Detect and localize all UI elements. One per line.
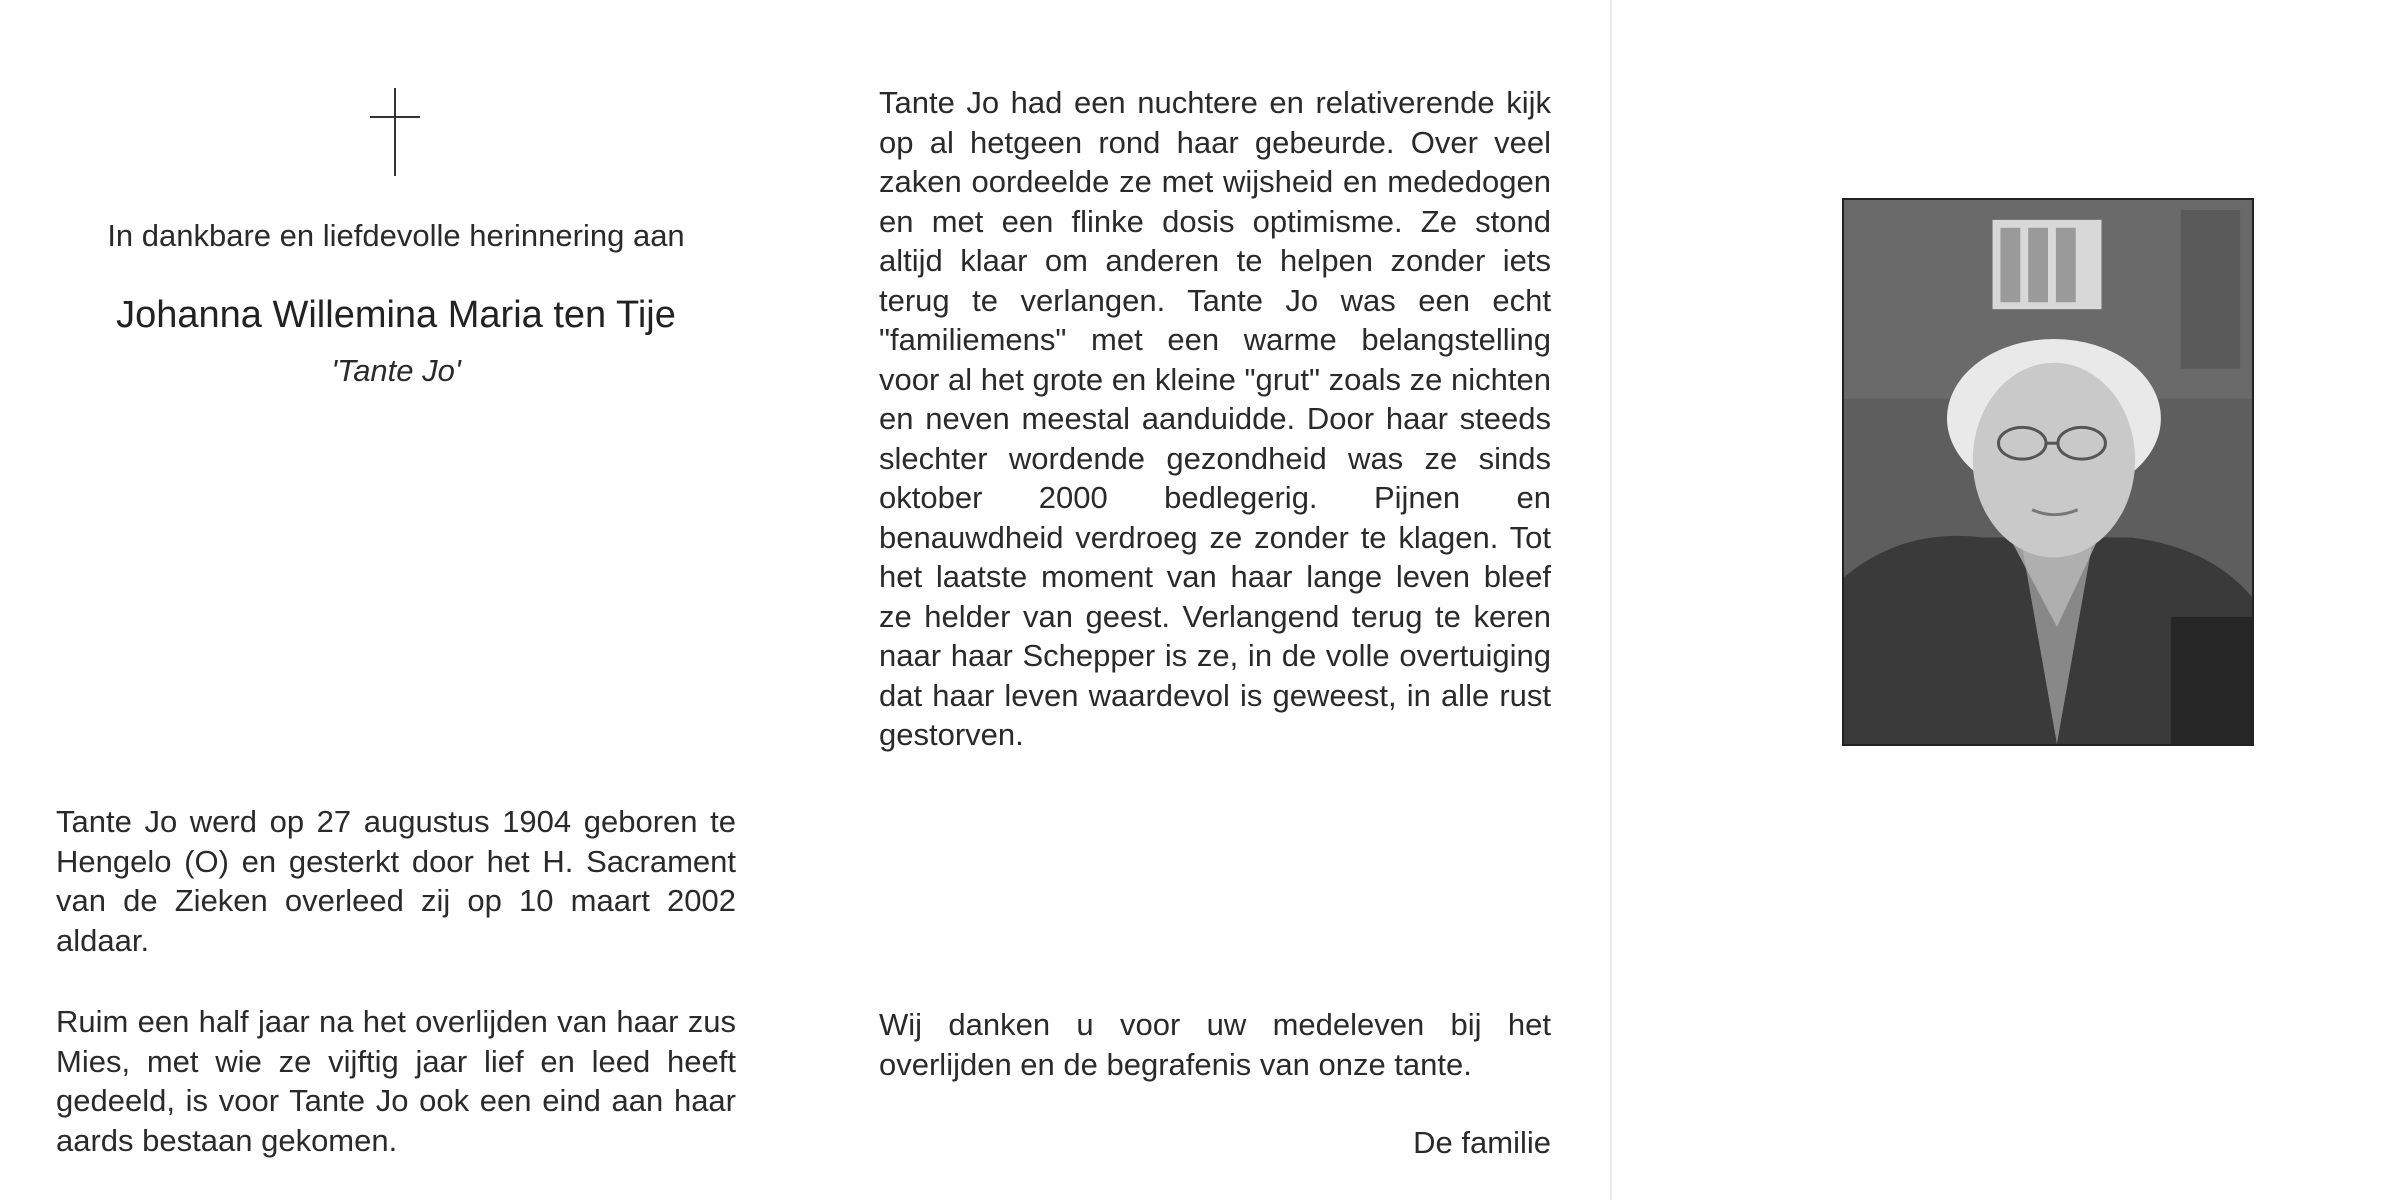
paragraph-character: Tante Jo had een nuchtere en relativerende kijk op al hetgeen rond haar gebeurde. Over veel zaken oordeelde ze met wijsheid en mededogen en met een flinke dosis optimisme. Ze stond altijd klaar om anderen te helpen zonder iets terug te verlangen. Tante Jo was een echt "familiemens" met een warme belangstelling voor al het grote en kleine "grut" zoals ze nichten en neven meestal aanduidde. Door haar steeds slechter wordende gezondheid was ze sinds oktober 2000 bedlegerig. Pijnen en benauwdheid verdroeg ze zonder te klagen. Tot het laatste moment van haar lange leven bleef ze helder van geest. Verlangend terug te keren naar haar Schepper is ze, in de volle overtuiging dat haar leven waardevol is geweest, in alle rust gestorven. [879, 85, 1551, 752]
fold-line [1610, 0, 1612, 1200]
nickname: 'Tante Jo' [331, 353, 461, 388]
cross-icon [370, 88, 420, 178]
signature: De familie [1413, 1125, 1551, 1160]
paragraph-sister: Ruim een half jaar na het overlijden van haar zus Mies, met wie ze vijftig jaar lief en leed heeft gedeeld, is voor Tante Jo ook een eind aan haar aards bestaan gekomen. [56, 1004, 736, 1158]
deceased-name: Johanna Willemina Maria ten Tije [116, 294, 676, 336]
intro-text: In dankbare en liefdevolle herinnering aan [107, 218, 685, 253]
paragraph-thanks: Wij danken u voor uw medeleven bij het overlijden en de begrafenis van onze tante. [879, 1007, 1551, 1082]
portrait-photo [1842, 198, 2254, 746]
paragraph-birth-death: Tante Jo werd op 27 augustus 1904 geboren te Hengelo (O) en gesterkt door het H. Sacrament van de Zieken overleed zij op 10 maart 2002 aldaar. [56, 804, 736, 958]
